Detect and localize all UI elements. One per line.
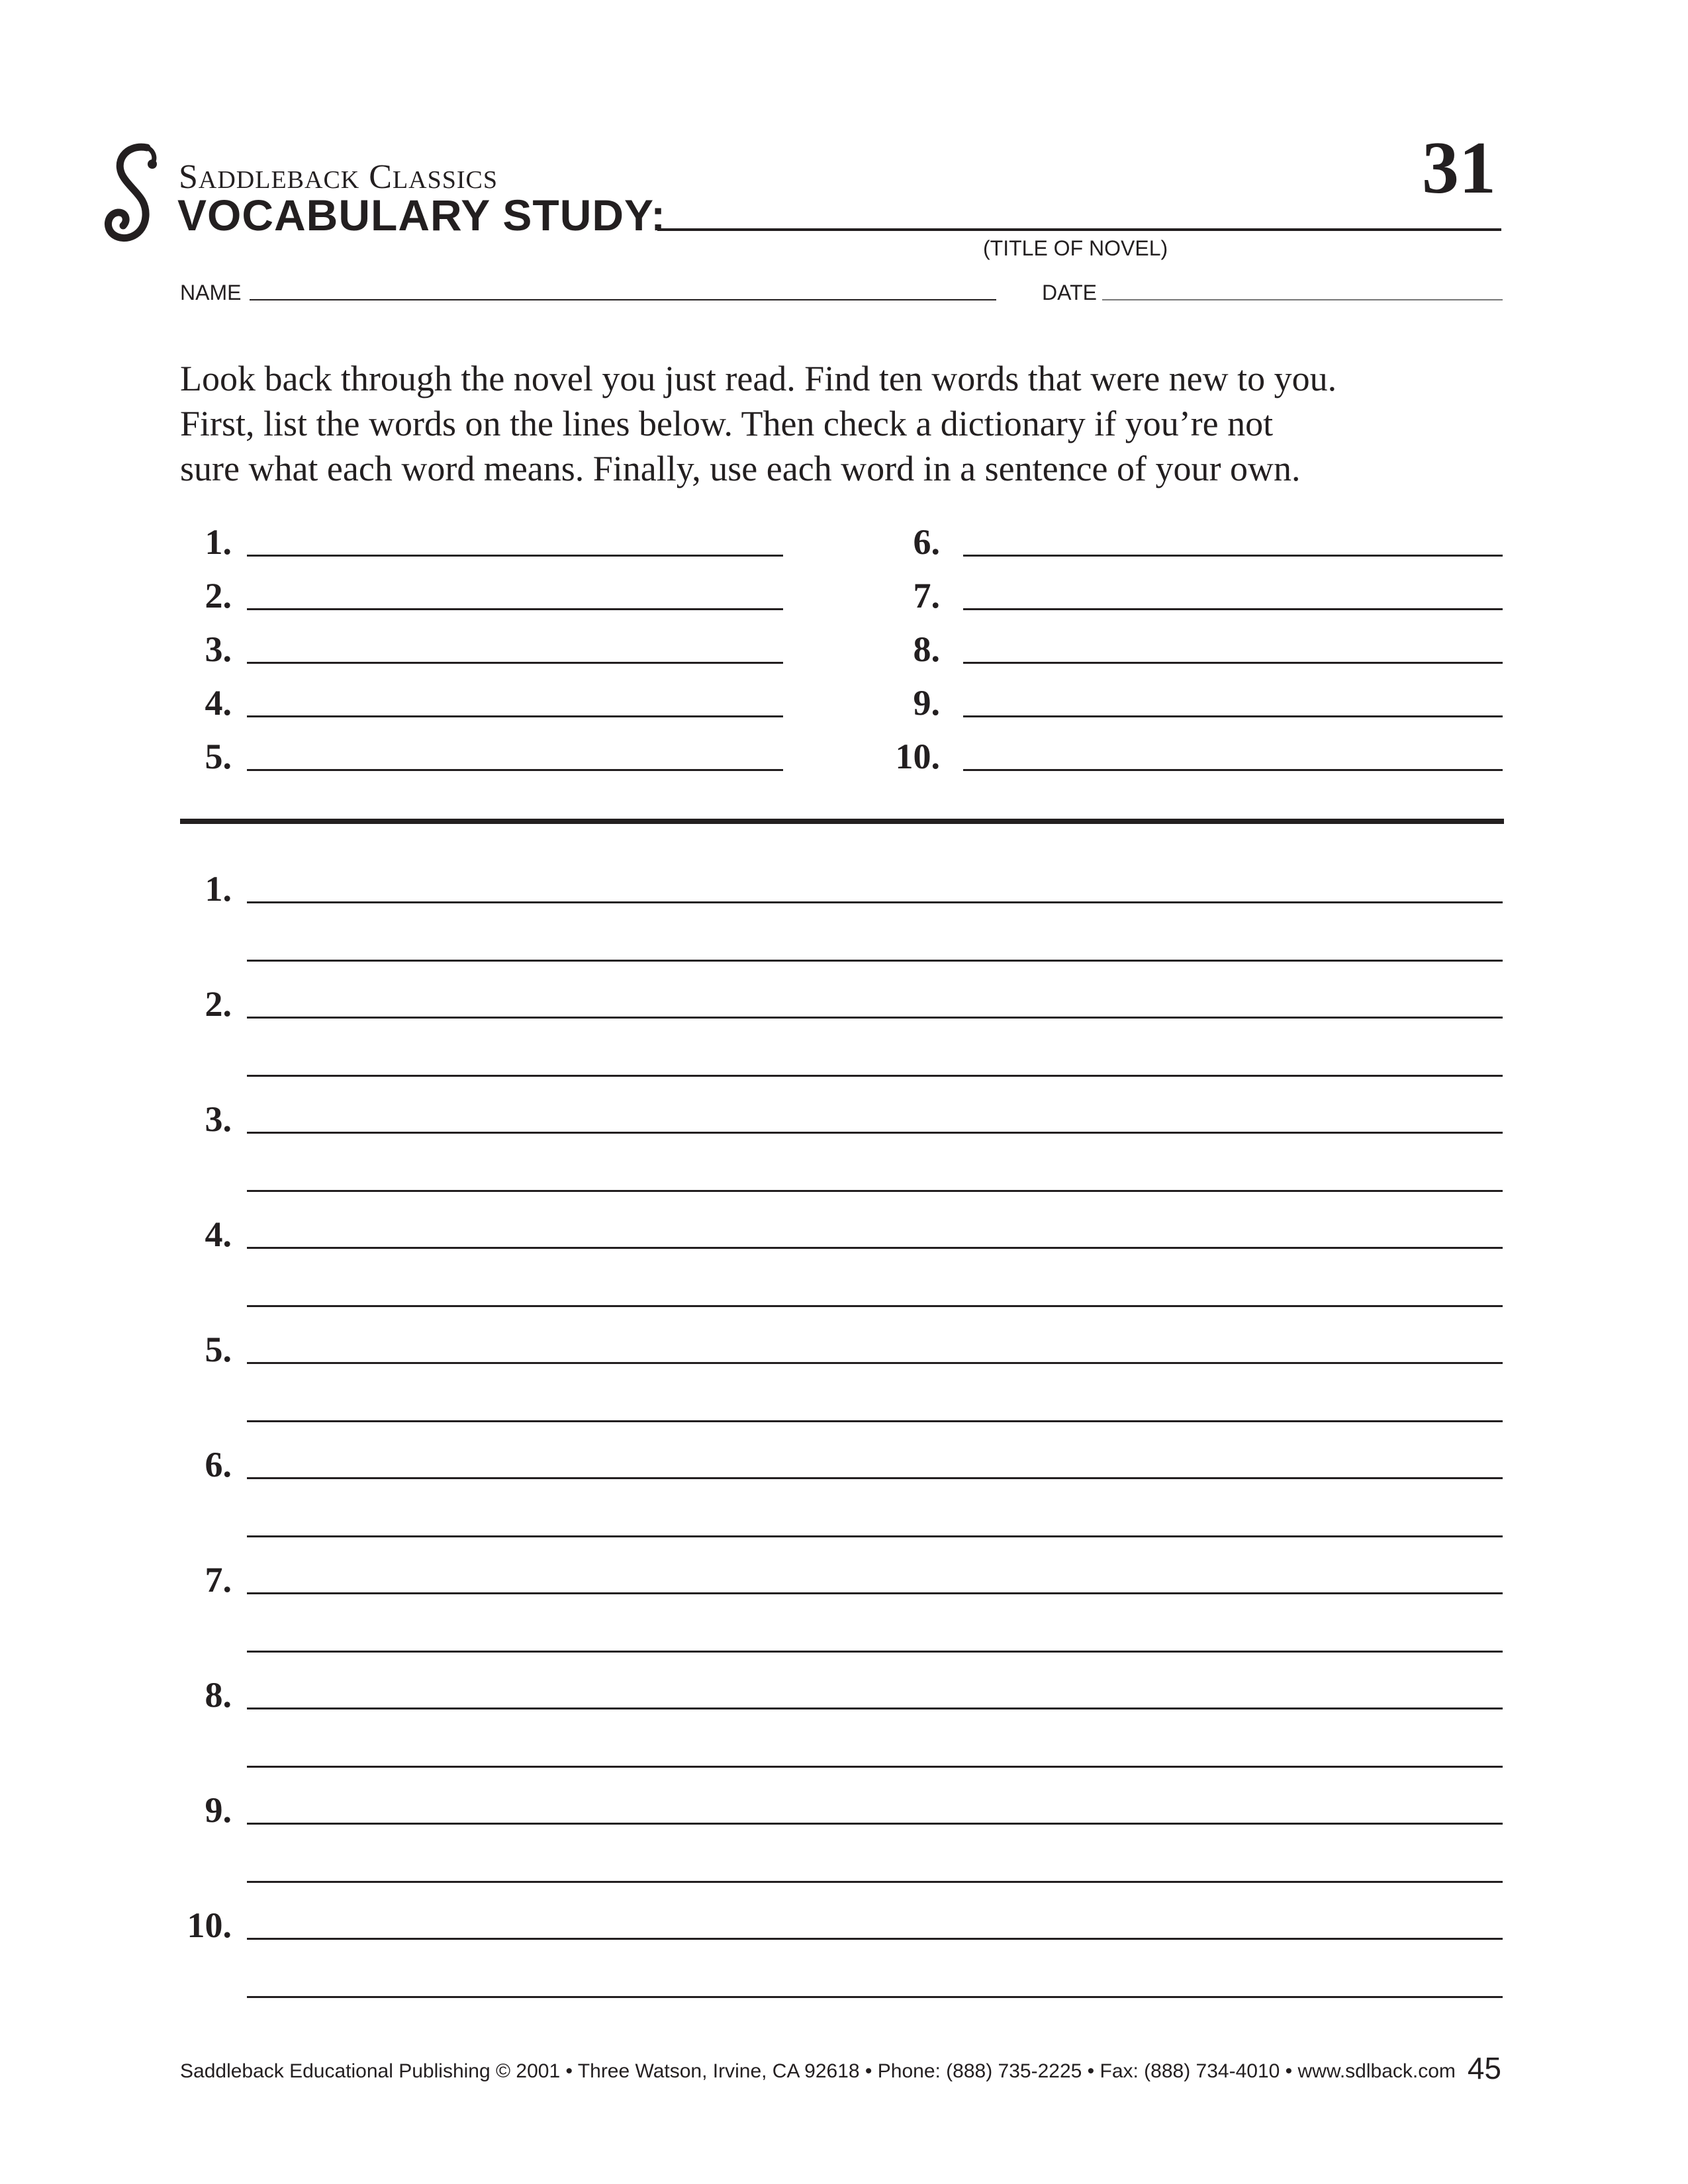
sentence-number: 2. [205,984,232,1024]
sentence-line[interactable] [247,1651,1503,1653]
word-number: 6. [913,522,940,562]
sentence-line[interactable] [247,1247,1503,1249]
novel-title-caption: (TITLE OF NOVEL) [983,236,1168,260]
instructions-line: sure what each word means. Finally, use each word in a sentence of your own. [180,449,1301,488]
word-number: 4. [205,683,232,723]
sentence-line[interactable] [247,1881,1503,1883]
sentence-line[interactable] [247,901,1503,903]
section-divider [180,819,1504,824]
sentence-line[interactable] [247,960,1503,962]
sentence-line[interactable] [247,1075,1503,1077]
page-title: VOCABULARY STUDY: [177,191,667,240]
word-line[interactable] [963,662,1503,664]
sentence-line[interactable] [247,1592,1503,1594]
instructions-line: Look back through the novel you just read. Find ten words that were new to you. [180,359,1337,398]
word-line[interactable] [247,715,783,717]
word-number: 1. [205,522,232,562]
sentence-number: 4. [205,1214,232,1254]
word-line[interactable] [247,608,783,610]
sentence-line[interactable] [247,1305,1503,1307]
sentence-line[interactable] [247,1420,1503,1422]
brand-second-rest: LASSICS [392,166,498,194]
saddleback-logo-icon [99,142,165,245]
word-number: 2. [205,576,232,615]
word-number: 8. [913,629,940,669]
sentence-line[interactable] [247,1362,1503,1364]
sentence-number: 9. [205,1790,232,1830]
word-number: 7. [913,576,940,615]
word-line[interactable] [963,555,1503,557]
word-line[interactable] [963,608,1503,610]
sentence-number: 10. [187,1905,232,1945]
novel-title-line[interactable] [657,228,1501,231]
sentence-number: 6. [205,1445,232,1484]
sentence-line[interactable] [247,1707,1503,1709]
sentence-number: 7. [205,1560,232,1600]
sentence-line[interactable] [247,1190,1503,1192]
sentence-number: 3. [205,1099,232,1139]
sentence-line[interactable] [247,1766,1503,1768]
sentence-line[interactable] [247,1996,1503,1998]
page-number: 45 [1467,2051,1501,2085]
word-line[interactable] [247,555,783,557]
sentence-line[interactable] [247,1132,1503,1134]
word-number: 10. [895,737,940,776]
sentence-line[interactable] [247,1535,1503,1537]
brand-second-cap: C [369,158,393,196]
word-line[interactable] [963,715,1503,717]
word-number: 5. [205,737,232,776]
publisher-footer: Saddleback Educational Publishing © 2001 • Three Watson, Irvine, CA 92618 • Phone: (888) 735-2225 • Fax: (888) 734-4010 • www.sdlback.com [180,2060,1456,2082]
date-label: DATE [1042,281,1097,304]
name-label: NAME [180,281,242,304]
word-line[interactable] [247,662,783,664]
brand-first-rest: ADDLEBACK [198,166,360,194]
brand-first-cap: S [179,158,199,196]
sentence-number: 1. [205,869,232,909]
word-line[interactable] [247,769,783,771]
word-number: 3. [205,629,232,669]
sentence-number: 8. [205,1675,232,1715]
sentence-line[interactable] [247,1938,1503,1940]
date-field[interactable] [1102,299,1503,300]
sentence-line[interactable] [247,1823,1503,1825]
worksheet-number: 31 [1422,127,1496,209]
instructions [180,356,1504,491]
word-line[interactable] [963,769,1503,771]
word-number: 9. [913,683,940,723]
instructions-line: First, list the words on the lines below. Then check a dictionary if you’re not [180,404,1274,443]
sentence-line[interactable] [247,1017,1503,1019]
sentence-number: 5. [205,1330,232,1369]
sentence-line[interactable] [247,1477,1503,1479]
name-field[interactable] [250,299,996,300]
